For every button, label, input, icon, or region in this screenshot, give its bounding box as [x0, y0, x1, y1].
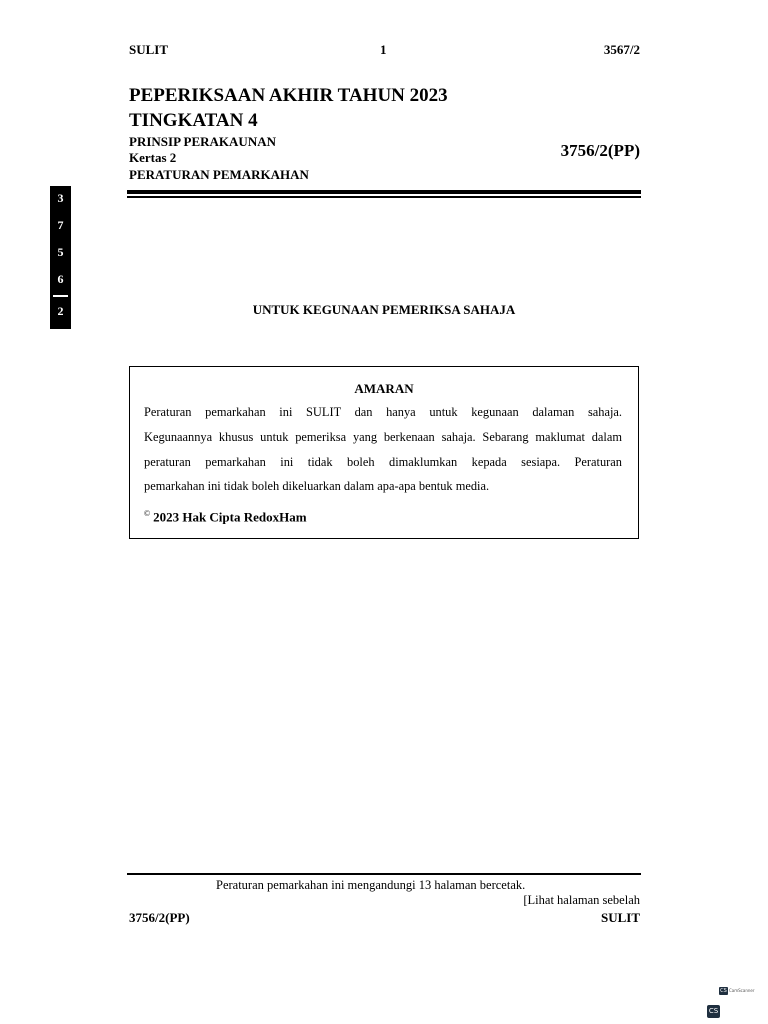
footer-divider	[127, 873, 641, 875]
header-sulit: SULIT	[129, 42, 169, 57]
title-divider-thick	[127, 190, 641, 194]
warning-line: pemarkahan ini tidak boleh dikeluarkan dalam apa-apa bentuk media.	[144, 479, 490, 493]
warning-line: Peraturan pemarkahan ini SULIT dan hanya untuk kegunaan dalaman sahaja.	[144, 405, 622, 419]
page-number: 1	[380, 42, 387, 57]
side-digit: 6	[57, 272, 64, 286]
warning-line: peraturan pemarkahan ini tidak boleh dimaklumkan kepada sesiapa. Peraturan	[144, 455, 622, 469]
side-digit: 2	[57, 304, 64, 318]
document-type: PERATURAN PEMARKAHAN	[129, 167, 309, 182]
page-count-note: Peraturan pemarkahan ini mengandungi 13 halaman bercetak.	[216, 878, 526, 892]
camscanner-badge-icon: CS	[707, 1005, 720, 1018]
warning-title: AMARAN	[354, 381, 414, 396]
camscanner-label: CamScanner	[729, 988, 755, 993]
side-code-strip	[50, 186, 71, 329]
side-digit: 7	[57, 218, 64, 232]
footer-code: 3756/2(PP)	[129, 910, 190, 925]
copyright-notice	[144, 509, 307, 525]
camscanner-logo-icon: CS	[720, 988, 727, 994]
next-page-note: [Lihat halaman sebelah	[523, 893, 640, 907]
examiner-only-label: UNTUK KEGUNAAN PEMERIKSA SAHAJA	[252, 302, 516, 317]
footer-sulit: SULIT	[600, 910, 640, 925]
title-divider-thin	[127, 196, 641, 198]
warning-box	[129, 366, 639, 539]
subject-name: PRINSIP PERAKAUNAN	[129, 134, 276, 149]
exam-title: PEPERIKSAAN AKHIR TAHUN 2023	[129, 85, 448, 106]
paper-code: 3756/2(PP)	[560, 141, 640, 160]
paper-number: Kertas 2	[129, 150, 177, 165]
header-code: 3567/2	[603, 42, 640, 57]
side-digit: 3	[57, 191, 64, 205]
copyright-text: 2023 Hak Cipta RedoxHam	[153, 509, 307, 525]
side-fraction-bar	[53, 295, 68, 297]
warning-line: Kegunaannya khusus untuk pemeriksa yang berkenaan sahaja. Sebarang maklumat dalam	[144, 430, 622, 444]
side-digit: 5	[57, 245, 64, 259]
form-level: TINGKATAN 4	[129, 110, 258, 131]
copyright-symbol: ©	[144, 509, 151, 518]
